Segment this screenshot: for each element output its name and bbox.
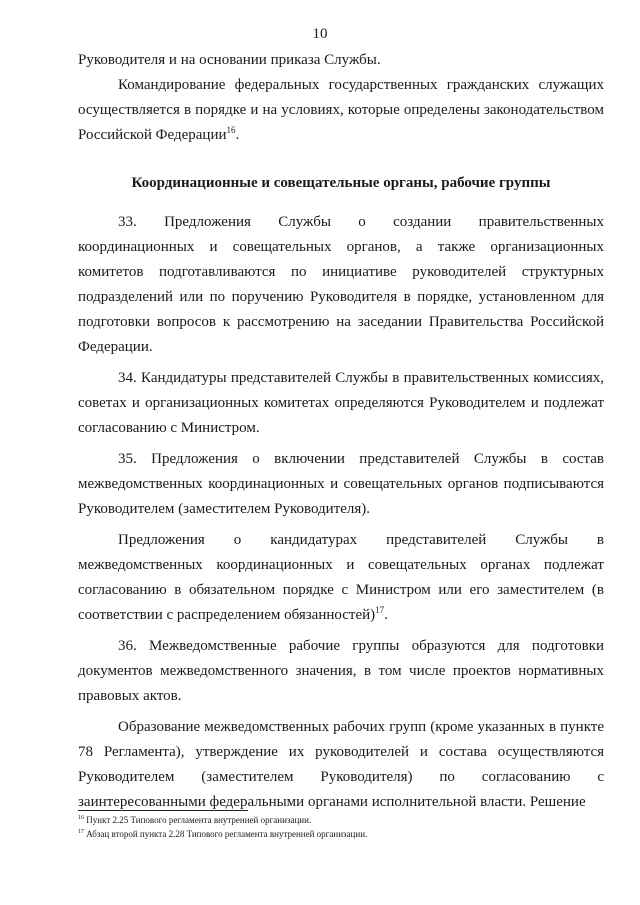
- page-number: 10: [312, 26, 328, 42]
- footnote-ref-16[interactable]: 16: [226, 125, 236, 135]
- footnotes: [78, 813, 604, 841]
- paragraph-35-part-2-end: .: [384, 607, 388, 623]
- paragraph-35-part-2-text: Предложения о кандидатурах представителей Службы в межведомственных координационных и совещательных органах подлежат согласованию в обязательном порядке с Министром или его заместителем (в соответствии с распределением обязанностей): [78, 532, 604, 623]
- paragraph-secondment: Командирование федеральных государственных гражданских служащих осуществляется в порядке и на условиях, которые определены законодательством Российской Федерации$^{16}$.: [78, 77, 604, 143]
- paragraph-36: 36. Межведомственные рабочие группы образуются для подготовки документов межведомственного значения, в том числе проектов нормативных правовых актов.: [78, 638, 604, 704]
- paragraph-33: 33. Предложения Службы о создании правительственных координационных и совещательных органов, а также организационных комитетов подготавливаются по инициативе руководителей структурных подразделений или по поручению Руководителя в порядке, установленном для подготовки вопросов к рассмотрению на заседании Правительства Российской Федерации.: [78, 214, 604, 355]
- footnote-16: [78, 813, 604, 827]
- paragraph-secondment-text: Командирование федеральных государственных гражданских служащих осуществляется в порядке и на условиях, которые определены законодательством Российской Федерации: [78, 77, 604, 143]
- paragraph-35-part-2: [78, 528, 604, 628]
- footnote-17: [78, 827, 604, 841]
- paragraph-36-part-2: Образование межведомственных рабочих групп (кроме указанных в пункте 78 Регламента), утверждение их руководителей и состава осуществляются Руководителем (заместителем Руководителя) по согласованию с заинтересованными федеральными органами исполнительной власти. Решение: [78, 719, 604, 810]
- footnote-ref-17[interactable]: 17: [375, 605, 385, 615]
- footnote-16-text: Пункт 2.25 Типового регламента внутренней организации.: [86, 815, 312, 825]
- footnote-16-marker: 16: [78, 815, 84, 821]
- section-heading: Координационные и совещательные органы, рабочие группы: [131, 175, 551, 191]
- document-body: [78, 48, 604, 815]
- footnote-17-marker: 17: [78, 829, 84, 835]
- paragraph-35: 35. Предложения о включении представителей Службы в состав межведомственных координационных и совещательных органов подписываются Руководителем (заместителем Руководителя).: [78, 451, 604, 517]
- footnote-divider: [78, 810, 248, 811]
- footnote-17-text: Абзац второй пункта 2.28 Типового регламента внутренней организации.: [86, 829, 368, 839]
- paragraph-continuation: Руководителя и на основании приказа Службы.: [78, 52, 381, 68]
- paragraph-34: 34. Кандидатуры представителей Службы в правительственных комиссиях, советах и организационных комитетах определяются Руководителем и подлежат согласованию с Министром.: [78, 370, 604, 436]
